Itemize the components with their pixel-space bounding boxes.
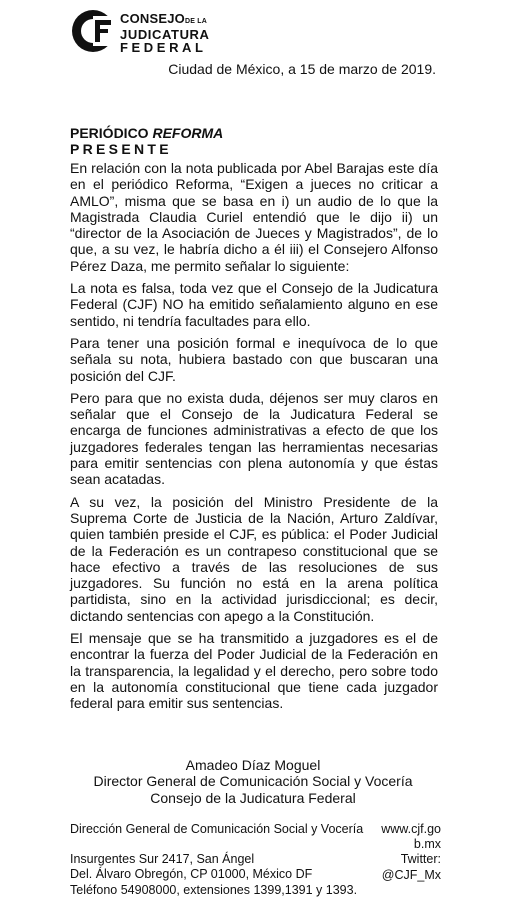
publication-name: REFORMA [152, 125, 224, 141]
signature-block [60, 757, 446, 806]
footer-web [381, 822, 441, 883]
letter-body [70, 160, 438, 718]
cjf-logo [70, 8, 220, 56]
logo-word-consejo: CONSEJO [120, 11, 185, 26]
body-paragraph: La nota es falsa, toda vez que el Consejo de la Judicatura Federal (CJF) NO ha emitido señalamiento alguno en ese sentido, ni tendría facultades para ello. [70, 280, 438, 329]
recipient-publication [70, 125, 223, 141]
recipient-salutation: PRESENTE [70, 141, 172, 157]
logo-word-dela: DE LA [184, 18, 207, 25]
logo-word-federal: FEDERAL [120, 40, 207, 55]
footer-address-line2: Del. Álvaro Obregón, CP 01000, México DF [70, 867, 313, 882]
signatory-name: Amadeo Díaz Moguel [185, 757, 321, 773]
document-date: Ciudad de México, a 15 de marzo de 2019. [168, 61, 436, 77]
footer-twitter-handle: @CJF_Mx [381, 867, 441, 882]
signatory-title: Director General de Comunicación Social y Vocería [93, 773, 413, 790]
body-paragraph: El mensaje que se ha transmitido a juzgadores es el de encontrar la fuerza del Poder Judicial de la Federación en la transparencia, la legalidad y el derecho, pero sobre todo en la autonomía constitucional que tiene cada juzgador federal para emitir sus sentencias. [70, 630, 438, 712]
logo-word-judicatura: JUDICATURA [120, 27, 210, 42]
cjf-logo-icon [70, 8, 116, 54]
footer-department: Dirección General de Comunicación Social y Vocería [70, 822, 364, 836]
footer-phone: Teléfono 54908000, extensiones 1399,1391 y 1393. [70, 882, 358, 897]
signatory-organization: Consejo de la Judicatura Federal [150, 789, 356, 806]
body-paragraph: Para tener una posición formal e inequívoca de lo que señala su nota, hubiera bastado con que buscaran una posición del CJF. [70, 334, 438, 384]
footer-address-line1: Insurgentes Sur 2417, San Ángel [70, 852, 255, 867]
footer-contact [70, 822, 363, 898]
logo-wordmark [120, 12, 210, 54]
footer-twitter-label: Twitter: [400, 852, 441, 867]
recipient-block [70, 125, 223, 157]
body-paragraph: A su vez, la posición del Ministro Presidente de la Suprema Corte de Justicia de la Nación, Arturo Zaldívar, quien también preside el CJF, es pública: el Poder Judicial de la Federación es un contrapeso constitucional que se hace efectivo a través de las resoluciones de sus juzgadores. Su función no está en la arena política partidista, sino en la actividad jurisdiccional; es decir, dictando sentencias con apego a la Constitución. [70, 493, 438, 624]
body-paragraph: Pero para que no exista duda, déjenos ser muy claros en señalar que el Consejo de la Judicatura Federal se encarga de funciones administrativas a efecto de que los juzgadores federales tengan las herramientas necesarias para emitir sentencias con plena autonomía y que éstas sean acatadas. [70, 389, 438, 488]
body-paragraph: En relación con la nota publicada por Abel Barajas este día en el periódico Reforma, “Exigen a jueces no criticar a AMLO”, misma que se basa en i) un audio de lo que la Magistrada Claudia Curiel entendió que le dijo ii) un “director de la Asociación de Jueces y Magistrados”, de lo que, a su vez, le habría dicho a él iii) el Consejero Alfonso Pérez Daza, me permito señalar lo siguiente: [70, 160, 438, 274]
publication-prefix: PERIÓDICO [70, 125, 153, 141]
footer-website: www.cjf.gob.mx [381, 822, 441, 852]
